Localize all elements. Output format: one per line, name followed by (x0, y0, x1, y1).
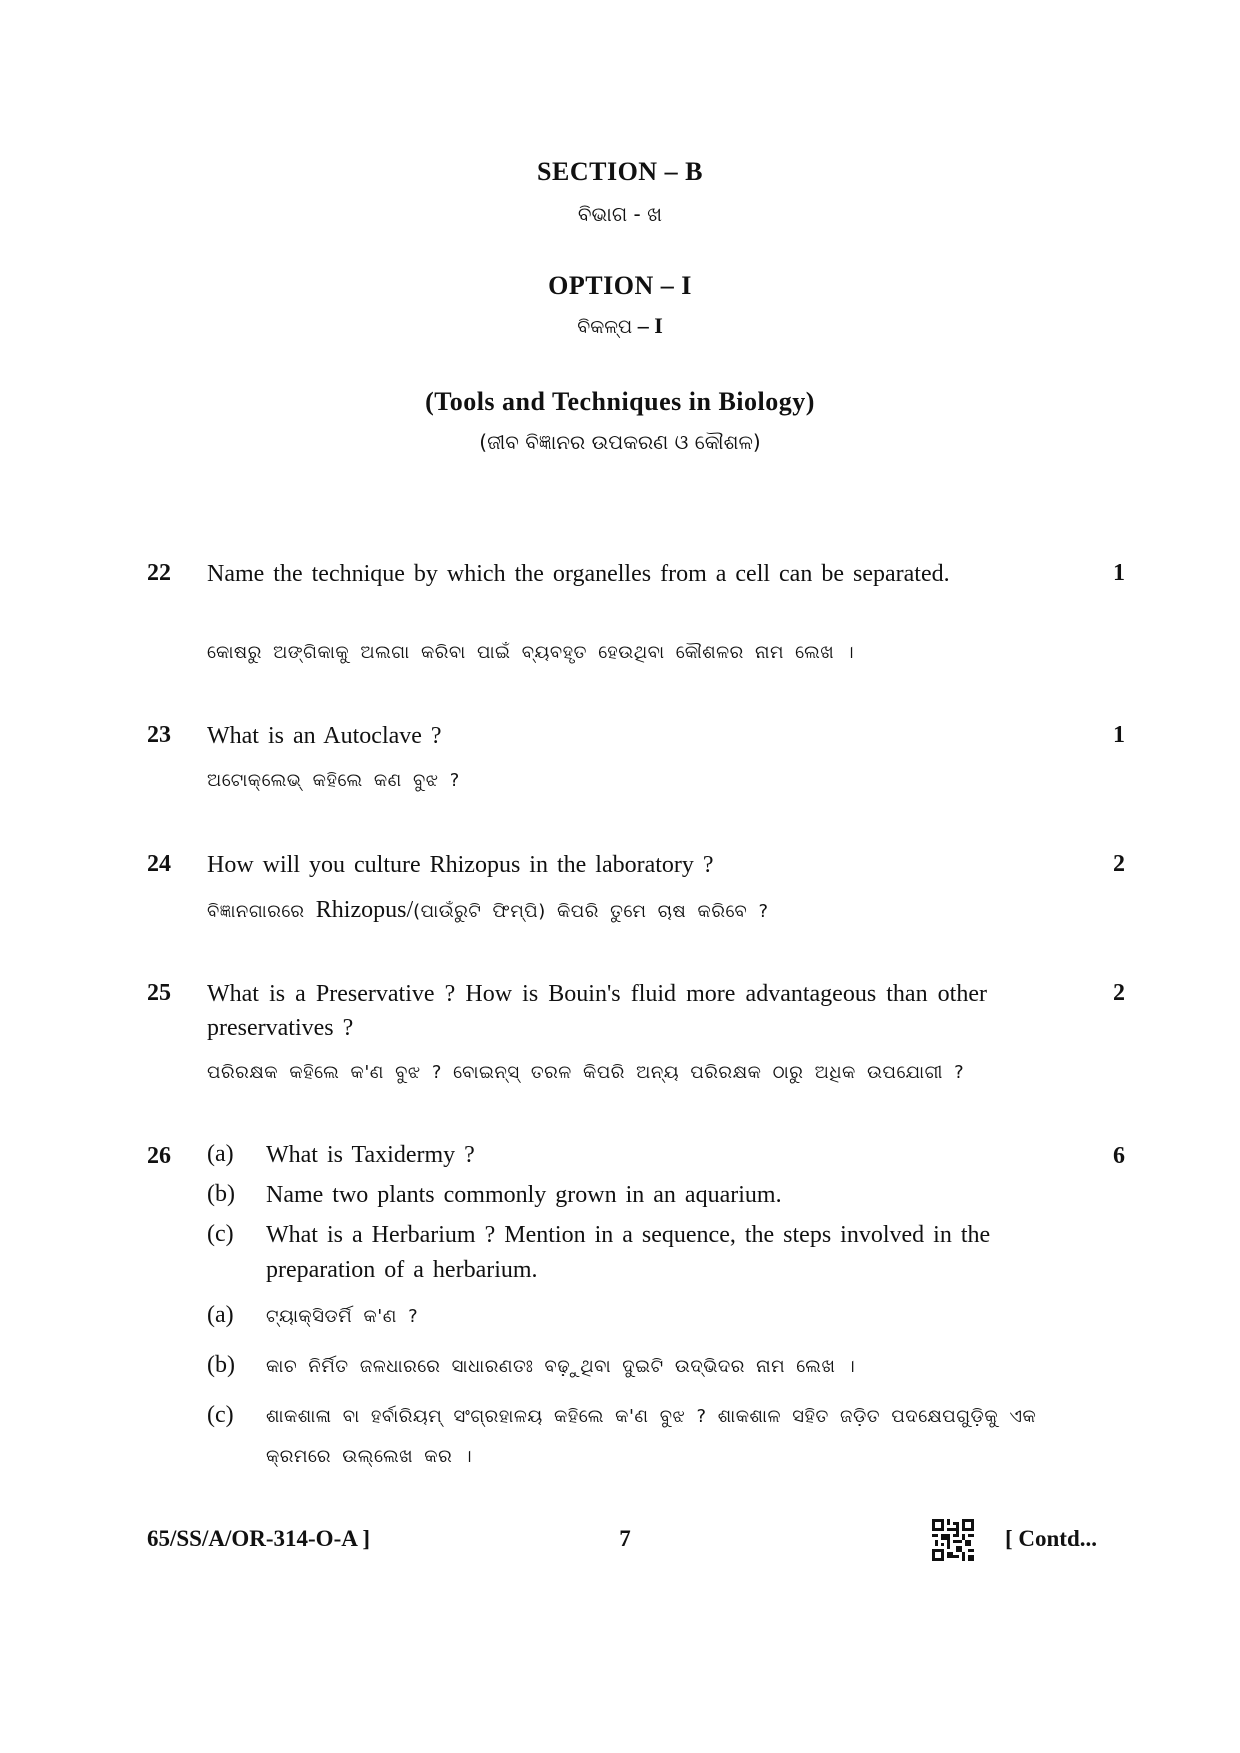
option-odia-word: ବିକଳ୍ପ (577, 316, 633, 338)
part-label: (a) (207, 1141, 234, 1167)
rhizopus-term: Rhizopus/ (315, 897, 414, 923)
section-heading-odia: ବିଭାଗ - ଖ (577, 202, 663, 226)
part-label-odia: (a) (207, 1302, 234, 1328)
question-text: Name the technique by which the organelles from a cell can be separated. (207, 561, 950, 587)
part-text: Name two plants commonly grown in an aquarium. (266, 1182, 782, 1208)
question-text-odia: ଅଟୋକ୍ଲେଭ୍ କହିଲେ କଣ ବୁଝ ? (207, 770, 460, 791)
part-label: (c) (207, 1221, 234, 1247)
paper-code: 65/SS/A/OR-314-O-A ] (147, 1526, 370, 1551)
odia-suffix: (ପାଉଁରୁଟି ଫିମ୍ପି) କିପରି ତୁମେ ଚାଷ କରିବେ ? (413, 901, 769, 922)
question-marks: 2 (1113, 851, 1125, 877)
section-heading: SECTION – B (537, 157, 703, 186)
part-text: What is Taxidermy ? (266, 1142, 475, 1168)
question-marks: 6 (1113, 1143, 1125, 1169)
option-heading: OPTION – I (548, 271, 692, 300)
part-text-odia: ଟ୍ୟାକ୍ସିଡର୍ମି କ'ଣ ? (266, 1306, 419, 1327)
option-heading-odia (0, 313, 1240, 339)
qr-code-icon (932, 1519, 974, 1561)
topic-heading-odia: (ଜୀବ ବିଜ୍ଞାନର ଉପକରଣ ଓ କୌଶଳ) (479, 430, 761, 454)
continued-label: [ Contd... (1005, 1526, 1098, 1551)
question-marks: 2 (1113, 980, 1125, 1006)
question-marks: 1 (1113, 722, 1125, 748)
question-number: 22 (147, 560, 171, 586)
question-number: 23 (147, 722, 171, 748)
part-text-odia: କାଚ ନିର୍ମିତ ଜଳଧାରରେ ସାଧାରଣତଃ ବଢ଼ୁଥିବା ଦୁଇଟି ଉଦ୍ଭିଦର ନାମ ଲେଖ । (266, 1356, 856, 1377)
part-label: (b) (207, 1181, 235, 1207)
topic-heading: (Tools and Techniques in Biology) (425, 387, 815, 416)
question-text: What is an Autoclave ? (207, 723, 442, 749)
part-text: What is a Herbarium ? Mention in a sequence, the steps involved in the preparation of a herbarium. (266, 1222, 991, 1283)
question-marks: 1 (1113, 560, 1125, 586)
part-label-odia: (c) (207, 1402, 234, 1428)
page-number: 7 (619, 1526, 631, 1551)
part-label-odia: (b) (207, 1352, 235, 1378)
question-number: 26 (147, 1143, 171, 1169)
question-text: What is a Preservative ? How is Bouin's fluid more advantageous than other preservatives ? (207, 981, 987, 1041)
part-text-odia: ଶାକଶାଳା ବା ହର୍ବାରିୟମ୍ ସଂଗ୍ରହାଳୟ କହିଲେ କ'ଣ ବୁଝ ? ଶାକଶାଳ ସହିତ ଜଡ଼ିତ ପଦକ୍ଷେପଗୁଡ଼ିକୁ ଏକ କ୍ରମରେ ଉଲ୍ଲେଖ କର । (266, 1406, 1037, 1467)
question-number: 24 (147, 851, 171, 877)
option-odia-suffix: – I (632, 313, 663, 338)
question-text: How will you culture Rhizopus in the laboratory ? (207, 852, 714, 878)
odia-prefix: ବିଜ୍ଞାନଗାରରେ (207, 901, 316, 922)
question-text-odia (207, 897, 1087, 924)
question-text-odia: କୋଷରୁ ଅଙ୍ଗିକାକୁ ଅଲଗା କରିବା ପାଇଁ ବ୍ୟବହୃତ ହେଉଥିବା କୌଶଳର ନାମ ଲେଖ । (207, 642, 855, 663)
question-number: 25 (147, 980, 171, 1006)
question-text-odia: ପରିରକ୍ଷକ କହିଲେ କ'ଣ ବୁଝ ? ବୋଇନ୍‌ସ୍ ତରଳ କିପରି ଅନ୍ୟ ପରିରକ୍ଷକ ଠାରୁ ଅଧିକ ଉପଯୋଗୀ ? (207, 1062, 965, 1083)
